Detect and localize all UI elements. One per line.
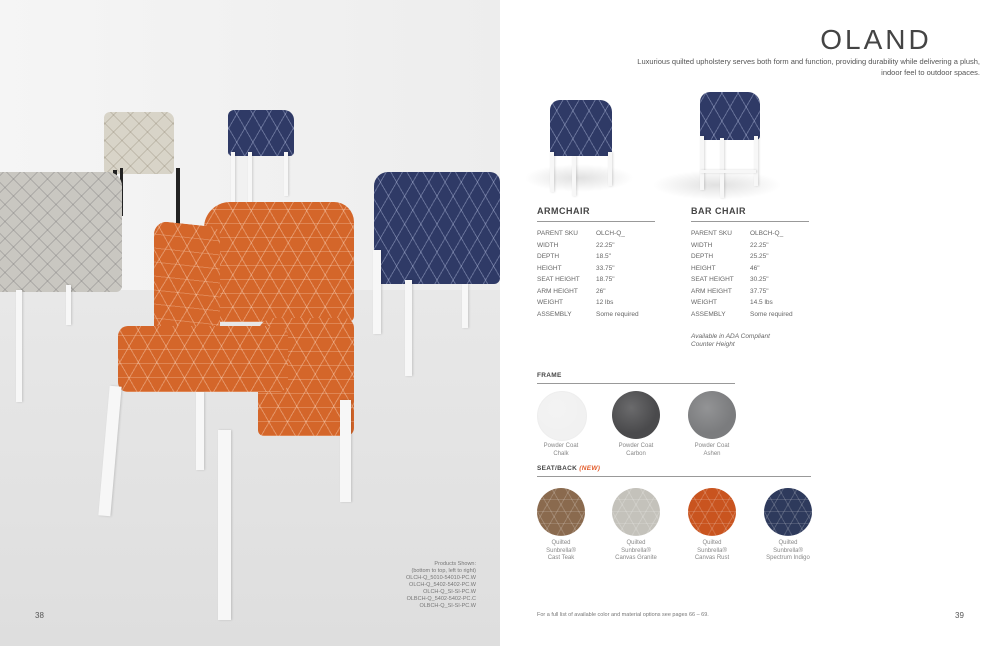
swatch-canvas-granite bbox=[612, 488, 660, 536]
armchair-grey-leg bbox=[66, 285, 71, 325]
spec-row bbox=[691, 297, 793, 309]
spec-key: SEAT HEIGHT bbox=[537, 276, 580, 283]
spec-key: WEIGHT bbox=[691, 299, 717, 306]
spec-value: 18.75" bbox=[596, 276, 615, 283]
spec-key: HEIGHT bbox=[691, 264, 716, 272]
page-number-right: 39 bbox=[955, 611, 964, 620]
swatch-label-line: Sunbrella® bbox=[621, 547, 651, 554]
frame-rule bbox=[537, 383, 735, 384]
armchair-heading: ARMCHAIR bbox=[537, 206, 590, 216]
armchair-orange-seat bbox=[118, 326, 288, 392]
caption-line: OLBCH-Q_SI-SI-PC.W bbox=[419, 603, 476, 609]
spec-row bbox=[691, 263, 793, 275]
spec-row bbox=[537, 263, 639, 275]
spec-row bbox=[537, 228, 639, 240]
armchair-leg bbox=[572, 156, 576, 196]
armchair-product-image bbox=[544, 100, 624, 196]
bar-chair-leg bbox=[720, 138, 724, 198]
swatch-label-line: Cast Teak bbox=[547, 555, 575, 561]
swatch-label bbox=[748, 540, 828, 563]
swatch-label bbox=[521, 540, 601, 563]
caption-line: OLCH-Q_5010-54010-PC.W bbox=[405, 575, 476, 581]
spec-key: PARENT SKU bbox=[691, 230, 732, 237]
spec-value: 18.5" bbox=[596, 253, 611, 260]
swatch-label bbox=[672, 540, 752, 563]
spec-key: ARM HEIGHT bbox=[691, 287, 732, 295]
ada-note-line: Available in ADA Compliant bbox=[691, 333, 770, 340]
armchair-shadow bbox=[524, 164, 634, 192]
armchair-navy-leg bbox=[405, 280, 412, 376]
swatch-label-line: Canvas Rust bbox=[694, 555, 730, 561]
swatch-label-line: Quilted bbox=[626, 540, 646, 546]
swatch-label-line: Powder Coat bbox=[543, 443, 579, 449]
right-page bbox=[500, 0, 1000, 646]
spec-value: OLBCH-Q_ bbox=[750, 230, 784, 237]
spec-row bbox=[691, 251, 793, 263]
swatch-label-line: Powder Coat bbox=[618, 443, 654, 449]
seat-back-heading bbox=[537, 465, 600, 472]
spec-value: 12 lbs bbox=[596, 299, 614, 306]
spec-value: Some required bbox=[596, 310, 639, 318]
swatch-label-line: Quilted bbox=[551, 540, 571, 546]
swatch-ashen bbox=[688, 391, 736, 439]
swatch-label-line: Powder Coat bbox=[694, 443, 730, 449]
spec-value: 22.25" bbox=[596, 241, 615, 249]
spec-value: 22.25" bbox=[750, 241, 769, 249]
spec-value: 33.75" bbox=[596, 264, 615, 272]
armchair-leg bbox=[608, 152, 612, 186]
spec-value: 26" bbox=[596, 287, 606, 295]
swatch-label-line: Quilted bbox=[702, 540, 722, 546]
swatch-label-line: Carbon bbox=[626, 450, 646, 457]
caption-line: Products Shown: bbox=[434, 561, 476, 567]
armchair-navy-leg bbox=[373, 250, 381, 334]
armchair-body bbox=[550, 100, 612, 156]
bar-chair-body bbox=[700, 92, 760, 140]
armchair-specs bbox=[537, 228, 639, 320]
swatch-label-line: Chalk bbox=[553, 450, 569, 457]
swatch-label bbox=[596, 540, 676, 563]
spec-value: 30.25" bbox=[750, 276, 769, 283]
caption-line: OLCH-Q_5402-5402-PC.W bbox=[409, 582, 476, 588]
bar-chair-leg bbox=[700, 136, 704, 190]
caption-line: OLCH-Q_SI-SI-PC.W bbox=[423, 589, 476, 595]
page-number-left: 38 bbox=[35, 611, 44, 620]
swatch-canvas-rust bbox=[688, 488, 736, 536]
spec-key: ASSEMBLY bbox=[691, 310, 726, 318]
spec-row bbox=[537, 286, 639, 298]
swatch-label-line: Ashen bbox=[703, 450, 721, 457]
armchair-orange-leg bbox=[196, 392, 204, 470]
spec-key: DEPTH bbox=[691, 253, 714, 260]
spec-row bbox=[537, 274, 639, 286]
armchair-orange-back bbox=[204, 202, 354, 322]
bar-chair-sand-back bbox=[104, 112, 174, 174]
spec-value: 25.25" bbox=[750, 253, 769, 260]
spec-row bbox=[691, 240, 793, 252]
armchair-orange-leg bbox=[218, 430, 231, 620]
armchair-navy bbox=[374, 172, 500, 284]
spec-value: 14.5 lbs bbox=[750, 299, 773, 306]
swatch-cast-teak bbox=[537, 488, 585, 536]
armchair-leg bbox=[550, 152, 554, 192]
armchair-navy-leg bbox=[462, 284, 468, 328]
spec-row bbox=[537, 309, 639, 321]
bar-chair-navy-back bbox=[228, 110, 294, 156]
spec-row bbox=[537, 297, 639, 309]
caption-line: OLBCH-Q_5402-5402-PC.C bbox=[406, 596, 476, 602]
spec-key: WIDTH bbox=[537, 241, 559, 249]
spec-row bbox=[537, 251, 639, 263]
page-title: OLAND bbox=[820, 24, 932, 55]
caption-line: (bottom to top, left to right) bbox=[411, 568, 476, 574]
frame-heading: FRAME bbox=[537, 372, 562, 379]
spec-row bbox=[691, 228, 793, 240]
spec-value: 46" bbox=[750, 264, 760, 272]
spec-key: ASSEMBLY bbox=[537, 310, 572, 318]
swatch-carbon bbox=[612, 391, 660, 439]
swatch-label bbox=[596, 443, 676, 458]
swatch-label bbox=[521, 443, 601, 458]
ada-note-line: Counter Height bbox=[691, 341, 735, 348]
bar-chair-product-image bbox=[696, 92, 766, 202]
swatch-label-line: Quilted bbox=[778, 540, 798, 546]
spec-row bbox=[691, 286, 793, 298]
spec-key: WEIGHT bbox=[537, 299, 563, 306]
bar-chair-heading: BAR CHAIR bbox=[691, 206, 746, 216]
armchair-rule bbox=[537, 221, 655, 222]
spec-key: PARENT SKU bbox=[537, 230, 578, 237]
swatch-chalk bbox=[537, 391, 587, 441]
bar-chair-rule bbox=[691, 221, 809, 222]
bar-chair-footrest bbox=[700, 170, 756, 173]
bar-chair-navy-leg bbox=[284, 152, 288, 196]
swatch-label-line: Sunbrella® bbox=[697, 547, 727, 554]
seat-back-rule bbox=[537, 476, 811, 477]
armchair-grey bbox=[0, 172, 122, 292]
swatch-label-line: Sunbrella® bbox=[773, 547, 803, 554]
spec-key: HEIGHT bbox=[537, 264, 562, 272]
spec-key: DEPTH bbox=[537, 253, 560, 260]
bar-chair-specs bbox=[691, 228, 793, 320]
swatch-spectrum-indigo bbox=[764, 488, 812, 536]
spec-value: OLCH-Q_ bbox=[596, 230, 625, 237]
armchair-grey-leg bbox=[16, 290, 22, 402]
spec-row bbox=[691, 274, 793, 286]
swatch-label-line: Spectrum Indigo bbox=[766, 555, 810, 561]
page-title-wrap bbox=[500, 24, 1000, 56]
products-shown-caption bbox=[366, 561, 476, 610]
spec-value: 37.75" bbox=[750, 287, 769, 295]
spec-key: ARM HEIGHT bbox=[537, 287, 578, 295]
spec-value: Some required bbox=[750, 310, 793, 318]
spec-row bbox=[691, 309, 793, 321]
ada-note bbox=[691, 333, 770, 349]
footnote: For a full list of available color and material options see pages 66 – 69. bbox=[537, 612, 709, 618]
bar-chair-shadow bbox=[652, 170, 782, 200]
spec-row bbox=[537, 240, 639, 252]
spec-key: SEAT HEIGHT bbox=[691, 276, 734, 283]
bar-chair-leg bbox=[754, 136, 758, 186]
intro-text: Luxurious quilted upholstery serves both form and function, providing durability while delivering a plush, indoor feel to outdoor spaces. bbox=[637, 57, 980, 77]
new-tag: (NEW) bbox=[579, 465, 601, 472]
swatch-label bbox=[672, 443, 752, 458]
spec-key: WIDTH bbox=[691, 241, 713, 249]
swatch-label-line: Sunbrella® bbox=[546, 547, 576, 554]
seat-back-title: SEAT/BACK bbox=[537, 465, 578, 472]
armchair-orange-leg bbox=[340, 400, 351, 502]
swatch-label-line: Canvas Granite bbox=[615, 555, 657, 561]
